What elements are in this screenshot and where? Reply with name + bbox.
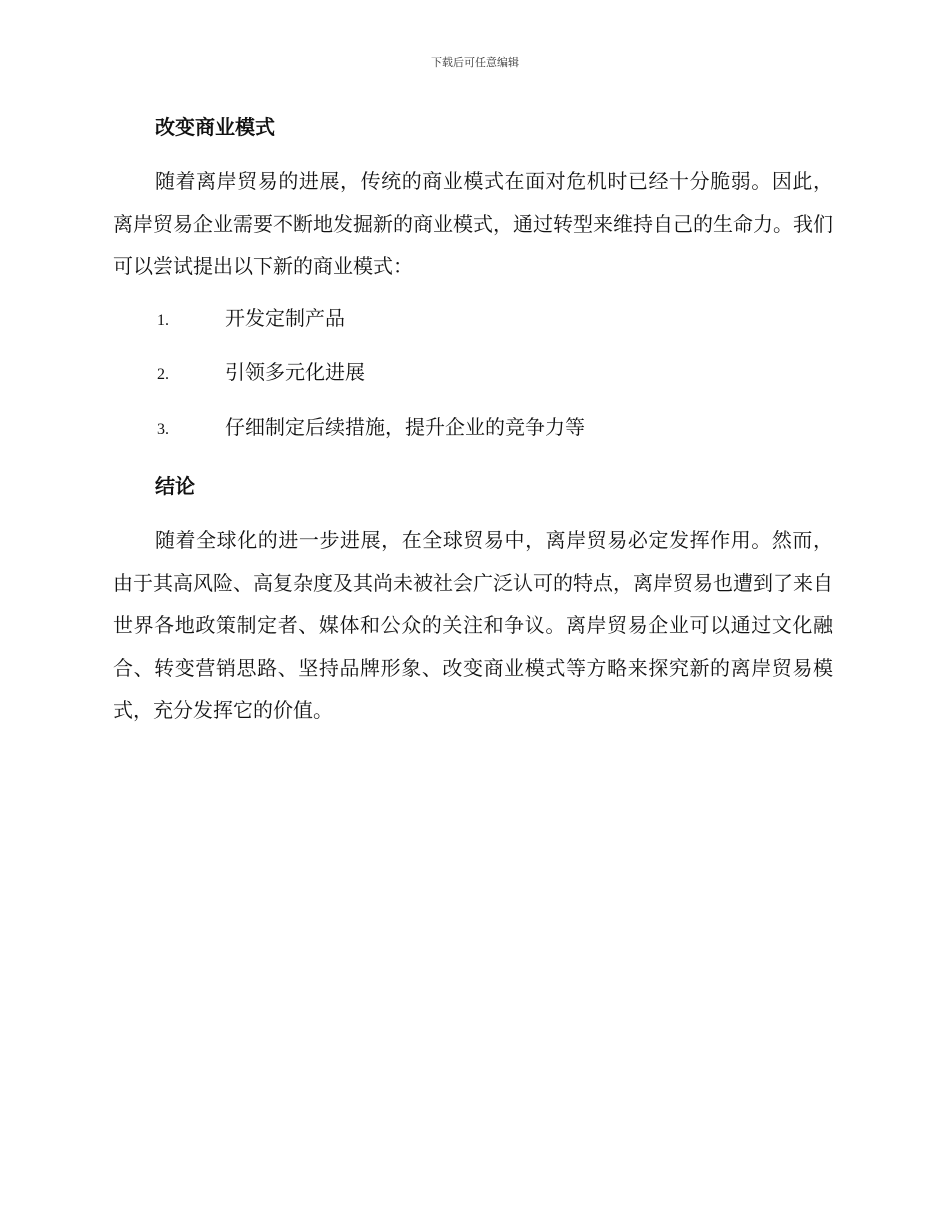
- business-model-list: [113, 298, 833, 462]
- list-item-text: 仔细制定后续措施，提升企业的竞争力等: [225, 414, 585, 439]
- list-item: [113, 298, 833, 353]
- list-item: [113, 352, 833, 407]
- list-item-number: 3.: [157, 420, 169, 438]
- list-item-number: 1.: [157, 311, 169, 329]
- document-body: [113, 108, 833, 742]
- section-paragraph-conclusion: 随着全球化的进一步进展，在全球贸易中，离岸贸易必定发挥作用。然而，由于其高风险、高复杂度及其尚未被社会广泛认可的特点，离岸贸易也遭到了来自世界各地政策制定者、媒体和公众的关注和争议。离岸贸易企业可以通过文化融合、转变营销思路、坚持品牌形象、改变商业模式等方略来探究新的离岸贸易模式，充分发挥它的价值。: [113, 528, 833, 722]
- list-item-text: 引领多元化进展: [225, 360, 365, 384]
- section-heading-business-model: 改变商业模式: [155, 115, 275, 139]
- list-item-text: 开发定制产品: [225, 305, 345, 330]
- list-item: [113, 407, 833, 462]
- header-note: 下载后可任意编辑: [431, 56, 519, 69]
- section-heading-conclusion: 结论: [155, 474, 195, 498]
- section-paragraph-business-model: 随着离岸贸易的进展，传统的商业模式在面对危机时已经十分脆弱。因此，离岸贸易企业需要不断地发掘新的商业模式，通过转型来维持自己的生命力。我们可以尝试提出以下新的商业模式：: [113, 169, 833, 278]
- list-item-number: 2.: [157, 366, 169, 383]
